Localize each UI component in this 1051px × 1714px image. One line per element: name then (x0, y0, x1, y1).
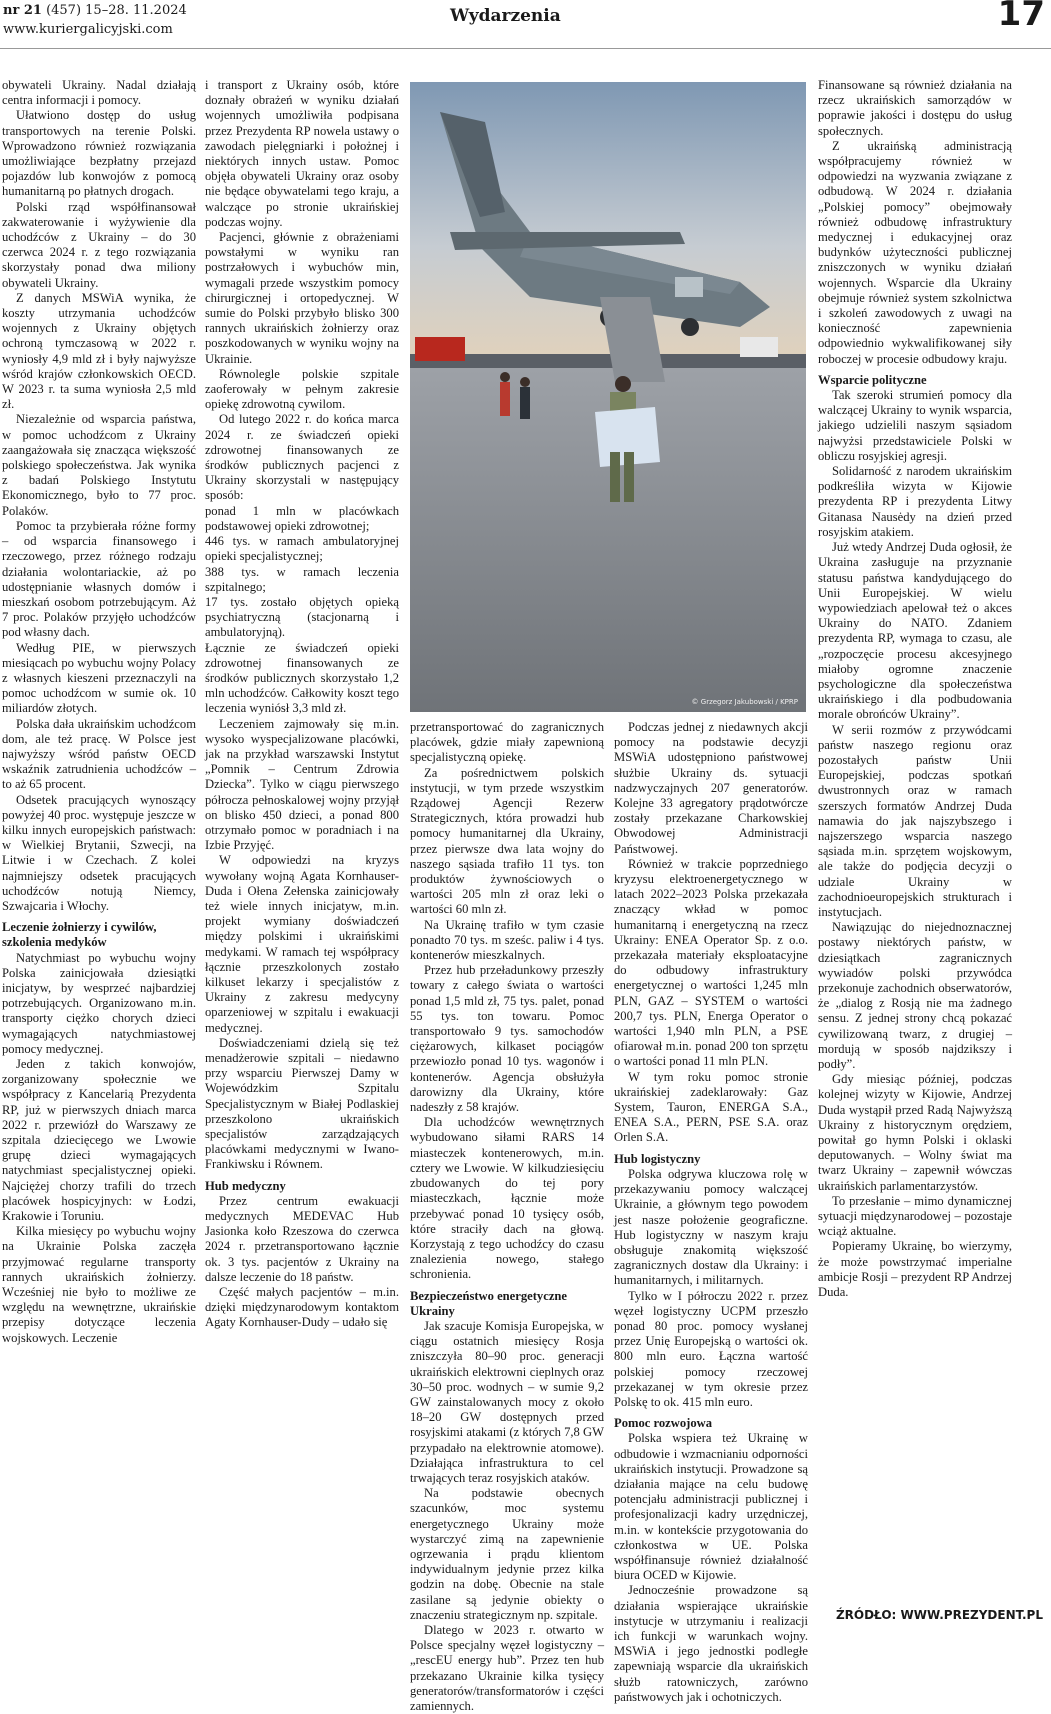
photo-credit: © Grzegorz Jakubowski / KPRP (691, 698, 798, 706)
paragraph: Polska wspiera też Ukrainę w odbudowie i wzmacnianiu odporności ukraińskich instytucji. Prowadzone są działania mające na celu budowę potencjału administracji publicznej i profesjonalizacji kadry urzędniczej, m.in. w kontekście przygotowania do członkostwa w UE. Polska współfinansuje również działalność biura OCED w Kijowie. (614, 1431, 808, 1583)
airplane-photo (410, 82, 806, 712)
paragraph: Z danych MSWiA wynika, że koszty utrzymania uchodźców wojennych z Ukrainy objętych ochroną tymczasową w 2022 r. wyniosły 4,9 mld zł i były najwyższe wśród krajów członkowskich OECD. W 2023 r. ta suma wyniosła 2,5 mld zł. (2, 290, 196, 412)
paragraph: W tym roku pomoc stronie ukraińskiej zadeklarowały: Gaz System, Tauron, ENERGA S.A., ENEA S.A., PERN, PSE S.A. oraz Orlen S.A. (614, 1069, 808, 1145)
paragraph: Odsetek pracujących wynoszący powyżej 40 proc. występuje jeszcze w kilku innych europejskich państwach: w Wielkiej Brytanii, Szwecji, na Litwie i w Czechach. Z kolei najmniejszy odsetek pracujących uchodźców notują Niemcy, Szwajcaria i Włochy. (2, 792, 196, 913)
paragraph: To przesłanie – mimo dynamicznej sytuacji międzynarodowej – pozostaje wciąż aktualne. (818, 1193, 1012, 1239)
paragraph: Jak szacuje Komisja Europejska, w ciągu ostatnich miesięcy Rosja zniszczyła 80–90 proc. generacji ukraińskich elektrowni cieplnych oraz 30–50 proc. wodnych – w sumie 9,2 GW zainstalowanych mocy z około 18–20 GW dostępnych przed rosyjskimi atakami (z których 7,8 GW przypadało na elektrownie atomowe). Działająca infrastruktura to cel trwających teraz rosyjskich ataków. (410, 1318, 604, 1485)
issue-info (3, 1, 187, 39)
paragraph: Nawiązując do niejednoznacznej postawy niektórych państw, w dziesiątkach zagranicznych wywiadów polski przywódca przekonuje zachodnich obserwatorów, że „dialog z Rosją nie ma żadnego sensu. Z jednej strony chcą pokazać cywilizowaną twarz, z drugiej – mordują w sposób najdzikszy i podły”. (818, 920, 1012, 1071)
paragraph: obywateli Ukrainy. Nadal działają centra informacji i pomocy. (2, 78, 196, 108)
paragraph: Łącznie ze świadczeń opieki zdrowotnej finansowanych ze środków publicznych skorzystało 1,2 mln uchodźców. Całkowity koszt tego leczenia wyniósł 3,3 mld zł. (205, 640, 399, 716)
paragraph: Za pośrednictwem polskich instytucji, w tym przede wszystkim Rządowej Agencji Rezerw Strategicznych, która prowadzi hub pomocy humanitarnej dla Ukrainy, przez pierwsze dwa lata wojny do naszego sąsiada trafiło 11 tys. ton produktów żywnościowych o wartości 205 mln zł oraz leki o wartości 60 mln zł. (410, 765, 604, 917)
article-column-2 (205, 78, 399, 1626)
paragraph: 388 tys. w ramach leczenia szpitalnego; (205, 564, 399, 594)
paragraph: Już wtedy Andrzej Duda ogłosił, że Ukraina zasługuje na przyznanie statusu państwa kandydującego do Unii Europejskiej. W wielu wypowiedziach apelował też o akces Ukrainy do NATO. Zdaniem prezydenta RP, wymaga to czasu, ale „rozpoczęcie procesu akcesyjnego miałoby ogromne znaczenie psychologiczne dla społeczeństwa ukraińskiego i dla podbudowania morale obrońców Ukrainy”. (818, 540, 1012, 722)
section-heading: Bezpieczeństwo energetyczne Ukrainy (410, 1288, 568, 1318)
paragraph: Dlatego w 2023 r. otwarto w Polsce specjalny węzeł logistyczny – „rescEU energy hub”. Przez ten hub przekazano Ukrainie kilka tysięcy generatorów/transformatorów i części zamiennych. (410, 1622, 604, 1713)
paragraph: Niezależnie od wsparcia państwa, w pomoc uchodźcom z Ukrainy zaangażowała się znacząca większość polskiego społeczeństwa. Jak wynika z badań Polskiego Instytutu Ekonomicznego, było to 77 proc. Polaków. (2, 412, 196, 518)
paragraph: Podczas jednej z niedawnych akcji pomocy na podstawie decyzji MSWiA udostępniono państwowej służbie Ukrainy ds. sytuacji nadzwyczajnych 207 generatorów. Kolejne 33 agregatory prądotwórcze zostały przekazane Charkowskiej Obwodowej Administracji Państwowej. (614, 720, 808, 856)
paragraph: Od lutego 2022 r. do końca marca 2024 r. ze świadczeń opieki zdrowotnej finansowanych ze środków publicznych pacjenci z Ukrainy skorzystali w następujący sposób: (205, 412, 399, 503)
website-link[interactable]: www.kuriergalicyjski.com (3, 22, 173, 37)
paragraph: Część małych pacjentów – m.in. dzięki międzynarodowym kontaktom Agaty Kornhauser-Dudy – udało się (205, 1285, 399, 1330)
paragraph: Jeden z takich konwojów, zorganizowany społecznie we współpracy z Kancelarią Prezydenta RP, już w pierwszych dniach marca 2022 r. przewiózł do Warszawy ze szpitala dziecięcego we Lwowie grupę dzieci wymagających natychmiast specjalistycznej opieki. Najciężej chorzy trafili do trzech placówek hospicyjnych: w Łodzi, Krakowie i Toruniu. (2, 1057, 196, 1224)
paragraph: Jednocześnie prowadzone są działania wspierające ukraińskie instytucje w utrzymaniu i realizacji ich funkcji w warunkach wojny. MSWiA i jego jednostki podległe zapewniają wsparcie dla ukraińskich służb ratowniczych, zarówno państwowych jak i ochotniczych. (614, 1583, 808, 1704)
paragraph: W odpowiedzi na kryzys wywołany wojną Agata Kornhauser-Duda i Ołena Zełenska zainicjowały też wiele innych inicjatyw, m.in. projekt wymiany doświadczeń między polskimi i ukraińskimi medykami. W ramach tej współpracy łącznie przeszkolonych zostało kilkuset lekarzy i specjalistów z Ukrainy z zakresu medycyny oparzeniowej w szpitalu i ewakuacji medycznej. (205, 853, 399, 1035)
paragraph: Pacjenci, głównie z obrażeniami powstałymi w wyniku ran postrzałowych i wybuchów min, wymagali przede wszystkim pomocy chirurgicznej i ortopedycznej. W sumie do Polski przybyło blisko 300 rannych ukraińskich żołnierzy oraz poszkodowanych w wyniku wojny na Ukrainie. (205, 230, 399, 366)
paragraph: Polska dała ukraińskim uchodźcom dom, ale też pracę. W Polsce jest najwyższy wśród państw OECD wskaźnik zatrudnienia uchodźców – to aż 65 procent. (2, 716, 196, 792)
section-heading: Leczenie żołnierzy i cywilów, szkolenia medyków (2, 920, 157, 950)
paragraph: Z ukraińską administracją współpracujemy również w odpowiedzi na wyzwania związane z odbudową. W 2024 r. działania „Polskiej pomocy” obejmowały również odbudowę infrastruktury medycznej i edukacyjnej oraz budynków użyteczności publicznej zniszczonych w wyniku działań wojennych. Wsparcie dla Ukrainy obejmuje również system szkolnictwa i szkoleń zawodowych z uwagi na konieczność zapewnienia odpowiednio wykwalifikowanej siły roboczej w procesie odbudowy kraju. (818, 138, 1012, 366)
article-column-3 (410, 720, 604, 1713)
source-note: ŹRÓDŁO: WWW.PREZYDENT.PL (835, 1608, 1043, 1622)
paragraph: Pomoc ta przybierała różne formy – od wsparcia finansowego i rzeczowego, przez różnego rodzaju działania wolontariackie, aż po udostępnianie własnych domów i mieszkań osobom potrzebującym. Aż 7 proc. Polaków przyjęło uchodźców pod własny dach. (2, 518, 196, 640)
paragraph: Według PIE, w pierwszych miesiącach po wybuchu wojny Polacy z własnych kieszeni przeznaczyli na pomoc uchodźcom w sumie ok. 10 miliardów złotych. (2, 640, 196, 716)
airplane-photo-illustration (410, 82, 806, 712)
article-column-5 (818, 78, 1012, 1626)
paragraph: i transport z Ukrainy osób, które doznały obrażeń w wyniku działań wojennych umożliwiła podpisana przez Prezydenta RP nowela ustawy o zawodach pielęgniarki i położnej i niektórych innych ustaw. Pomoc objęła obywateli Ukrainy oraz osoby nie będące obywatelami tego kraju, a walczące po stronie ukraińskiej podczas wojny. (205, 78, 399, 229)
paragraph: Równolegle polskie szpitale zaoferowały w pełnym zakresie opiekę zdrowotną cywilom. (205, 366, 399, 412)
issue-details: (457) 15–28. 11.2024 (46, 3, 187, 18)
paragraph: Kilka miesięcy po wybuchu wojny na Ukrainie Polska zaczęła przyjmować regularne transporty rannych ukraińskich żołnierzy. Wcześniej nie było to możliwe ze względu na wewnętrzne, ukraińskie przepisy dotyczące leczenia wojskowych. Leczenie (2, 1224, 196, 1345)
paragraph: Przez centrum ewakuacji medycznych MEDEVAC Hub Jasionka koło Rzeszowa do czerwca 2024 r. przetransportowano łącznie ok. 3 tys. pacjentów z Ukrainy na dalsze leczenie do 18 państw. (205, 1193, 399, 1284)
paragraph: Dla uchodźców wewnętrznych wybudowano siłami RARS 14 miasteczek kontenerowych, m.in. cztery we Lwowie. W kilkudziesięciu zbudowanych do tej pory miasteczkach, łącznie może przebywać ponad 10 tysięcy osób, które straciły dach na głową. Korzystają z tego uchodźcy do czasu znalezienia nowego, stałego schronienia. (410, 1115, 604, 1282)
paragraph: Również w trakcie poprzedniego kryzysu elektroenergetycznego w latach 2022–2023 Polska przekazała znaczący wkład w pomoc humanitarną i energetyczną na rzecz Ukrainy: ENEA Operator Sp. z o.o. przekazała materiały eksploatacyjne do odbudowy infrastruktury energetycznej o wartości 1,245 mln PLN, GAZ – SYSTEM o wartości 200,7 tys. PLN, Energa Operator o wartości 1,940 mln PLN, a PSE ofiarował m.in. ponad 200 ton sprzętu o wartości ponad 11 mln PLN. (614, 856, 808, 1069)
paragraph: Ułatwiono dostęp do usług transportowych na terenie Polski. Wprowadzono również rozwiązania umożliwiające bezpłatny przejazd pojazdów lub konwojów z pomocą humanitarną po płatnych drogach. (2, 108, 196, 199)
article-column-1 (2, 78, 196, 1626)
section-heading: Hub medyczny (205, 1178, 286, 1193)
section-heading: Pomoc rozwojowa (614, 1416, 713, 1431)
article-column-4 (614, 720, 808, 1704)
paragraph: 17 tys. zostało objętych opieką psychiatryczną (stacjonarną i ambulatoryjną). (205, 594, 399, 640)
paragraph: Polska odgrywa kluczowa rolę w przekazywaniu pomocy walczącej Ukrainie, a głównym tego powodem jest nasze położenie geograficzne. Hub logistyczny w naszym kraju obsługuje znakomitą większość zagranicznych dostaw dla Ukrainy: i humanitarnych, i militarnych. (614, 1166, 808, 1288)
paragraph: Tak szeroki strumień pomocy dla walczącej Ukrainy to wynik wsparcia, jakiego udzielili naszym sąsiadom najwyżsi przedstawiciele Polski w obliczu rosyjskiej agresji. (818, 388, 1012, 463)
page-number: 17 (997, 0, 1045, 34)
paragraph: Natychmiast po wybuchu wojny Polska zainicjowała dziesiątki inicjatyw, by wesprzeć najbardziej potrzebujących. Organizowano m.in. transporty ciężko chorych dzieci wymagających natychmiastowej pomocy medycznej. (2, 950, 196, 1056)
section-heading: Hub logistyczny (614, 1151, 701, 1166)
paragraph: W serii rozmów z przywódcami państw naszego regionu oraz pozostałych państw Unii Europejskiej, podczas spotkań dwustronnych oraz w ramach szerszych formatów Andrzej Duda namawia do jak najszybszego i najszerszego wsparcia naszego sąsiada m.in. sprzętem wojskowym, ale także do podjęcia decyzji o udziale Ukrainy w zachodnioeuropejskich strukturach i instytucjach. (818, 722, 1012, 919)
paragraph: Solidarność z narodem ukraińskim podkreśliła wizyta w Kijowie prezydenta RP i prezydenta Litwy Gitanasa Nausėdy na dzień przed rosyjskim atakiem. (818, 464, 1012, 539)
paragraph: Tylko w I półroczu 2022 r. przez węzeł logistyczny UCPM przeszło ponad 80 proc. pomocy wysłanej przez Unię Europejską o wartości ok. 800 mln euro. Łączna wartość polskiej pomocy rzeczowej przekazanej w tym okresie przez Polskę to ok. 415 mln euro. (614, 1288, 808, 1409)
paragraph: Na podstawie obecnych szacunków, moc systemu energetycznego Ukrainy może wystarczyć zimą na zapewnienie ogrzewania i prądu klientom indywidualnym jedynie przez kilka godzin na dobę. Obecnie na stale zasilane są jedynie obiekty o znaczeniu strategicznym np. szpitale. (410, 1486, 604, 1622)
paragraph: przetransportować do zagranicznych placówek, gdzie miały zapewnioną specjalistyczną opiekę. (410, 720, 604, 765)
section-heading: Wsparcie polityczne (818, 372, 927, 387)
page-header (0, 0, 1051, 49)
paragraph: Doświadczeniami dzielą się też menadżerowie szpitali – niedawno przy wsparciu Pierwszej Damy w Wojewódzkim Szpitalu Specjalistycznym w Białej Podlaskiej przeszkolono ukraińskich specjalistów zarządzających placówkami medycznymi w Iwano-Frankiwsku i Równem. (205, 1035, 399, 1172)
paragraph: Leczeniem zajmowały się m.in. wysoko wyspecjalizowane placówki, jak na przykład warszawski Instytut „Pomnik – Centrum Zdrowia Dziecka”. Tylko w ciągu pierwszego półrocza pełnoskalowej wojny przyjął on blisko 450 dzieci, a ponad 800 otrzymało pomoc w poradniach i na Izbie Przyjęć. (205, 716, 399, 853)
paragraph: ponad 1 mln w placówkach podstawowej opieki zdrowotnej; (205, 503, 399, 533)
paragraph: Na Ukrainę trafiło w tym czasie ponadto 70 tys. m sześc. paliw i 4 tys. kontenerów mieszkalnych. (410, 917, 604, 963)
paragraph: Polski rząd współfinansował zakwaterowanie i wyżywienie dla uchodźców z Ukrainy – do 30 czerwca 2024 r. z tego rozwiązania skorzystały ponad dwa miliony obywateli Ukrainy. (2, 199, 196, 290)
section-title: Wydarzenia (450, 6, 561, 26)
issue-number: nr 21 (3, 3, 42, 18)
paragraph: Popieramy Ukrainę, bo wierzymy, że może powstrzymać imperialne ambicje Rosji – prezydent RP Andrzej Duda. (818, 1239, 1012, 1300)
paragraph: Gdy miesiąc później, podczas kolejnej wizyty w Kijowie, Andrzej Duda wystąpił przed Radą Najwyższą Ukrainy z historycznym orędziem, powitał go hymn Polski i oklaski deputowanych. – Wolny świat ma twarz Ukrainy – zapewnił wówczas ukraińskich parlamentarzystów. (818, 1072, 1012, 1193)
paragraph: Finansowane są również działania na rzecz ukraińskich samorządów w poprawie jakości i dostępu do usług społecznych. (818, 78, 1012, 138)
paragraph: Przez hub przeładunkowy przeszły towary z całego świata o wartości ponad 1,5 mld zł, 75 tys. palet, ponad 55 tys. ton towaru. Pomoc transportowało 9 tys. samochodów ciężarowych, kilkaset pociągów przewiozło ponad 10 tys. wagonów i kontenerów. Agencja obsłużyła darowizny dla Ukrainy, które nadeszły z 58 krajów. (410, 963, 604, 1115)
paragraph: 446 tys. w ramach ambulatoryjnej opieki specjalistycznej; (205, 534, 399, 564)
